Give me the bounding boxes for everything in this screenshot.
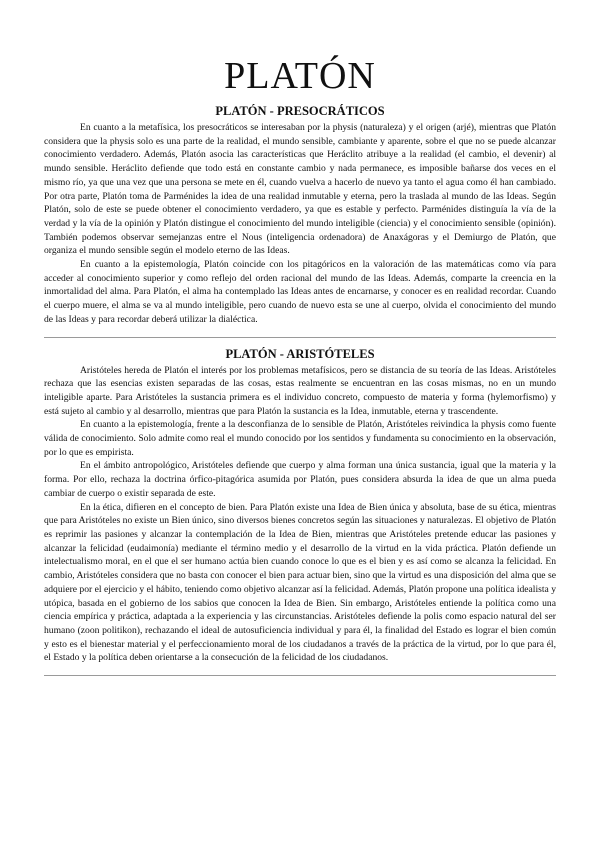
paragraph-antropologia: En el ámbito antropológico, Aristóteles defiende que cuerpo y alma forman una única sustancia, igual que la materia y la forma. Por ello, rechaza la doctrina órfico-pitagórica asumida por Platón, pues considera absurda la idea de que un alma pueda cambiar de cuerpo o existir separada de este. — [44, 460, 556, 499]
paragraph-metafisica-aristoteles: Aristóteles hereda de Platón el interés por los problemas metafísicos, pero se distancia de su teoría de las Ideas. Aristóteles rechaza que las esencias existen separadas de las cosas, estas realmente se encuentran en las cosas mismas, no en un mundo inteligible aparte. Para Aristóteles la sustancia primera es el individuo concreto, compuesto de materia y forma (hylemorfismo) y está sujeto al cambio y al desarrollo, mientras que para Platón la sustancia es la Idea, inmutable, eterna y trascendente. — [44, 364, 556, 417]
bottom-divider — [44, 675, 556, 676]
paragraph-etica-politica: En la ética, difieren en el concepto de bien. Para Platón existe una Idea de Bien única y absoluta, base de su ética, mientras que para Aristóteles no existe un Bien único, sino diversos bienes concretos según las situaciones y naturalezas. El objetivo de Platón es reprimir las pasiones y alcanzar la contemplación de la Idea de Bien, mientras que Aristóteles pretende educar las pasiones y alcanzar la felicidad (eudaimonía) mediante el término medio y el desarrollo de la virtud en la vida práctica. Platón defiende un intelectualismo moral, en el que el ser humano actúa bien cuando conoce lo que es el bien y es así como se alcanza la felicidad. En cambio, Aristóteles considera que no basta con conocer el bien para actuar bien, sino que la virtud es una disposición del alma que se adquiere por el ejercicio y el hábito, teniendo como objetivo alcanzar así la felicidad. Además, Platón propone una política idealista y utópica, basada en el gobierno de los sabios que conocen la Idea de Bien. Sin embargo, Aristóteles entiende la política como una ciencia empírica y práctica, adaptada a la experiencia y las circunstancias. Aristóteles defiende la polis como espacio natural del ser humano (zoon politikon), rechazando el ideal de autosuficiencia individual y para él, la finalidad del Estado es lograr el bien común y esto es el bienestar material y el perfeccionamiento moral de los ciudadanos a través de la práctica de la virtud, por lo que para él, el Estado y la política deben orientarse a la consecución de la felicidad de los ciudadanos. — [44, 501, 556, 664]
section-divider — [44, 337, 556, 338]
document-title: PLATÓN — [224, 55, 376, 97]
paragraph-epistemologia: En cuanto a la epistemología, Platón coincide con los pitagóricos en la valoración de las matemáticas como vía para acceder al conocimiento superior y como reflejo del orden racional del mundo de las Ideas. Además, comparte la creencia en la inmortalidad del alma. Para Platón, el alma ha contemplado las Ideas antes de encarnarse, y conocer es en realidad recordar. Cuando el cuerpo muere, el alma se va al mundo inteligible, pero cuando de nuevo esta se une al cuerpo, olvida el conocimiento del mundo de las Ideas y para recordar deberá utilizar la dialéctica. — [44, 259, 556, 325]
paragraph-epistemologia-aristoteles: En cuanto a la epistemología, frente a la desconfianza de lo sensible de Platón, Aristóteles reivindica la physis como fuente válida de conocimiento. Solo admite como real el mundo conocido por los sentidos y fundamenta su conocimiento en la observación, por lo que es empirista. — [44, 419, 556, 458]
paragraph-metafisica: En cuanto a la metafísica, los presocráticos se interesaban por la physis (naturaleza) y el origen (arjé), mientras que Platón considera que la physis solo es una parte de la realidad, el mundo sensible, cambiante y aparente, sobre el que no se puede alcanzar conocimiento verdadero. Además, Platón asocia las características que Heráclito atribuye a la realidad (el cambio, el devenir) al mundo sensible. Heráclito defiende que todo está en constante cambio y nada permanece, es imposible bañarse dos veces en el mismo río, ya que una vez que una persona se mete en él, cuando vuelva a hacerlo de nuevo ya tanto el agua como él han cambiado. Por otra parte, Platón toma de Parménides la idea de una realidad inmutable y eterna, pero la traslada al mundo de las Ideas. Según Platón, solo de este se puede obtener el conocimiento verdadero, ya que es estable y perfecto. Parménides distinguía la vía de la verdad y la vía de la opinión y Platón distingue el conocimiento del mundo inteligible (ciencia) y el conocimiento sensible (opinión). También podemos observar semejanzas entre el Nous (inteligencia ordenadora) de Anaxágoras y el Demiurgo de Platón, que organiza el mundo sensible según el modelo eterno de las Ideas. — [44, 122, 556, 257]
section-heading-presocraticos: PLATÓN - PRESOCRÁTICOS — [215, 104, 385, 118]
section-heading-aristoteles: PLATÓN - ARISTÓTELES — [225, 346, 375, 361]
